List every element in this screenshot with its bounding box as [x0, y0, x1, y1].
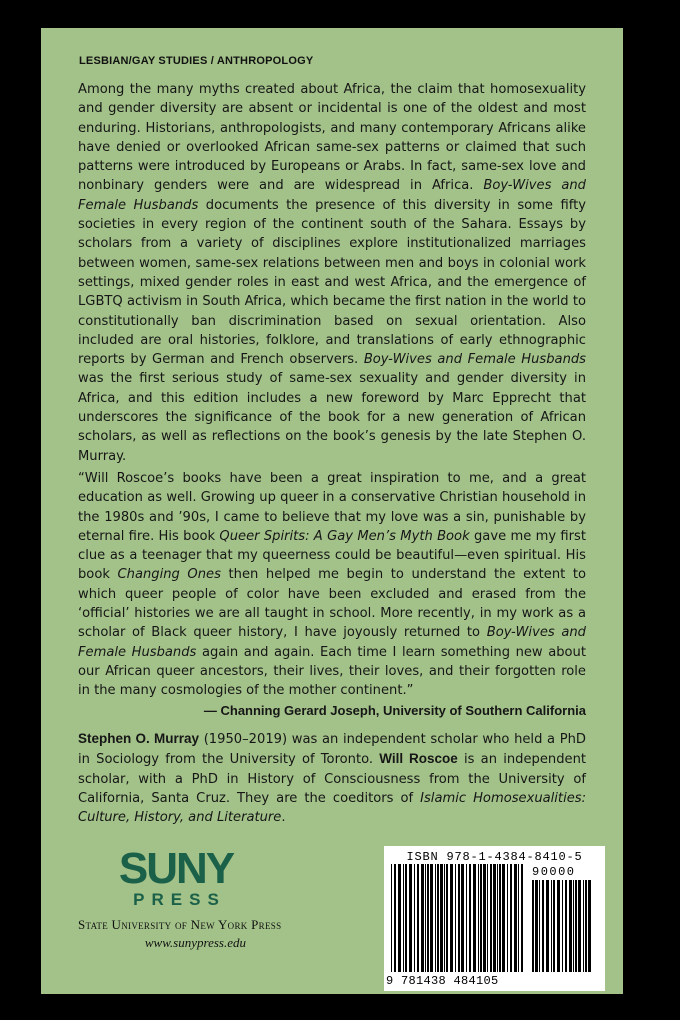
barcode-bar	[497, 864, 498, 972]
barcode-bar	[469, 864, 471, 972]
barcode-bar	[444, 864, 445, 972]
barcode-bar	[575, 880, 577, 972]
barcode-bar	[414, 864, 415, 972]
quote-text: “Will Roscoe’s books have been a great inspiration to me, and a great education as well. Growing up queer in a conservative Christian household in the 1980s and ’90s, I came to believe that my love was a sin, punishable by eternal fire. His book	[78, 471, 586, 544]
barcode-bar	[437, 864, 439, 972]
barcode-bar	[588, 880, 591, 972]
barcode-bar	[435, 864, 436, 972]
quote-text: then helped me begin to understand the extent to which queer people of color have been excluded and erased from the ‘official’ histories we are all taught in school. More recently, in my work as a scholar of Black queer history, I have joyously returned to	[78, 567, 587, 641]
barcode-bar	[493, 864, 496, 972]
book-title: Boy-Wives and Female Husbands	[78, 625, 586, 660]
price-code-bars	[532, 880, 594, 972]
barcode-bar	[507, 864, 508, 972]
back-cover	[41, 28, 623, 994]
barcode-bar	[569, 880, 572, 972]
barcode-bar	[446, 864, 448, 972]
barcode-bar	[532, 880, 534, 972]
barcode-bar	[458, 864, 460, 972]
logo-press: PRESS	[133, 890, 226, 909]
suny-press-logo	[86, 844, 266, 912]
barcode-bar	[455, 864, 456, 972]
author-name: Stephen O. Murray	[78, 731, 200, 746]
price-code: 90000	[532, 865, 576, 879]
barcode-bar	[514, 864, 517, 972]
barcode-bar	[421, 864, 424, 972]
book-title: Changing Ones	[117, 567, 221, 583]
barcode-bar	[573, 880, 574, 972]
barcode-bar	[585, 880, 587, 972]
barcode-bar	[478, 864, 479, 972]
barcode-bar	[518, 864, 519, 972]
barcode-bar	[583, 880, 584, 972]
barcode-bar	[490, 864, 492, 972]
quote-text: gave me my first clue as a teenager that my queerness could be beautiful—even spiritual. His book	[78, 528, 586, 583]
barcode-bar	[427, 864, 429, 972]
book-title: Queer Spirits: A Gay Men’s Myth Book	[219, 528, 470, 544]
barcode-bar	[521, 864, 523, 972]
barcode-bar	[551, 880, 552, 972]
barcode-bar	[562, 880, 563, 972]
book-title: Boy-Wives and Female Husbands	[78, 178, 586, 213]
author-bio: (1950–2019) was an independent scholar who held a PhD in Sociology from the University of Toronto.	[78, 732, 586, 768]
barcode-bar	[502, 864, 505, 972]
barcode-bar	[473, 864, 476, 972]
description-text: documents the presence of this diversity in some fifty societies in every region of the continent south of the Sahara. Essays by scholars from a variety of disciplines explore institutionalized marriages between women, same-sex relations between men and boys in colonial work settings, mixed gender roles in east and west Africa, and the emergence of LGBTQ activism in South Africa, which became the first nation in the world to constitutionally ban discrimination based on sexual orientation. Also included are oral histories, folklore, and translations of early ethnographic reports by German and French observers.	[78, 197, 586, 368]
barcode-bar	[557, 880, 560, 972]
barcode-bar	[483, 864, 486, 972]
publisher-website: www.sunypress.edu	[144, 935, 246, 950]
barcode-bar	[539, 880, 540, 972]
barcode-bar	[403, 864, 404, 972]
barcode-bar	[565, 880, 567, 972]
barcode-bar	[398, 864, 401, 972]
quote-text: again and again. Each time I learn something new about our African queer ancestors, their lives, their loves, and their forgotten role in the many cosmologies of the mother continent.”	[78, 644, 586, 699]
barcode-bar	[394, 864, 396, 972]
isbn-text: ISBN 978-1-4384-8410-5	[406, 850, 583, 864]
logo-suny: SUNY	[118, 844, 234, 893]
description-text: was the first serious study of same-sex sexuality and gender diversity in Africa, and this edition includes a new foreword by Marc Epprecht that underscores the significance of the book for a new generation of African scholars, as well as reflections on the book’s genesis by the late Stephen O. Murray.	[78, 371, 586, 464]
barcode-bars	[391, 864, 527, 972]
description-text: Among the many myths created about Africa, the claim that homosexuality and gender diversity are absent or incidental is one of the oldest and most enduring. Historians, anthropologists, and many contemporary Africans alike have denied or overlooked African same-sex patterns or claimed that such patterns were introduced by Europeans or Arabs. In fact, same-sex love and nonbinary genders were and are widespread in Africa.	[78, 82, 586, 194]
book-title: Boy-Wives and Female Husbands	[363, 352, 587, 368]
barcode-bar	[499, 864, 501, 972]
barcode-bar	[578, 880, 581, 972]
punctuation: .	[281, 810, 286, 826]
barcode-bar	[440, 864, 443, 972]
barcode-bar	[409, 864, 412, 972]
author-bios	[78, 729, 586, 827]
description-paragraph	[78, 80, 586, 466]
publisher-name: State University of New York Press	[78, 917, 282, 932]
barcode-bar	[430, 864, 433, 972]
barcode-bar	[510, 864, 512, 972]
barcode-bar	[480, 864, 482, 972]
barcode-bar	[425, 864, 426, 972]
quote-attribution: — Channing Gerard Joseph, University of Southern California	[203, 702, 586, 718]
barcode-bar	[553, 880, 555, 972]
barcode-bar	[450, 864, 453, 972]
barcode-bar	[487, 864, 488, 972]
barcode-bar	[405, 864, 407, 972]
author-bio: is an independent scholar, with a PhD in History of Consciousness from the University of California, Santa Cruz. They are the coeditors of	[78, 752, 586, 806]
endorsement-quote	[78, 469, 586, 720]
barcode-bar	[461, 864, 464, 972]
barcode-bar	[417, 864, 419, 972]
barcode-bar	[391, 864, 392, 972]
barcode-bar	[542, 880, 544, 972]
category-label: LESBIAN/GAY STUDIES / ANTHROPOLOGY	[79, 55, 314, 67]
barcode-bar	[466, 864, 467, 972]
ean-number: 9 781438 484105	[386, 974, 499, 988]
barcode-block	[384, 846, 605, 991]
barcode-bar	[546, 880, 549, 972]
author-name: Will Roscoe	[379, 751, 458, 767]
book-title: Islamic Homosexualities: Culture, History, and Literature	[78, 790, 586, 826]
barcode-bar	[535, 880, 538, 972]
